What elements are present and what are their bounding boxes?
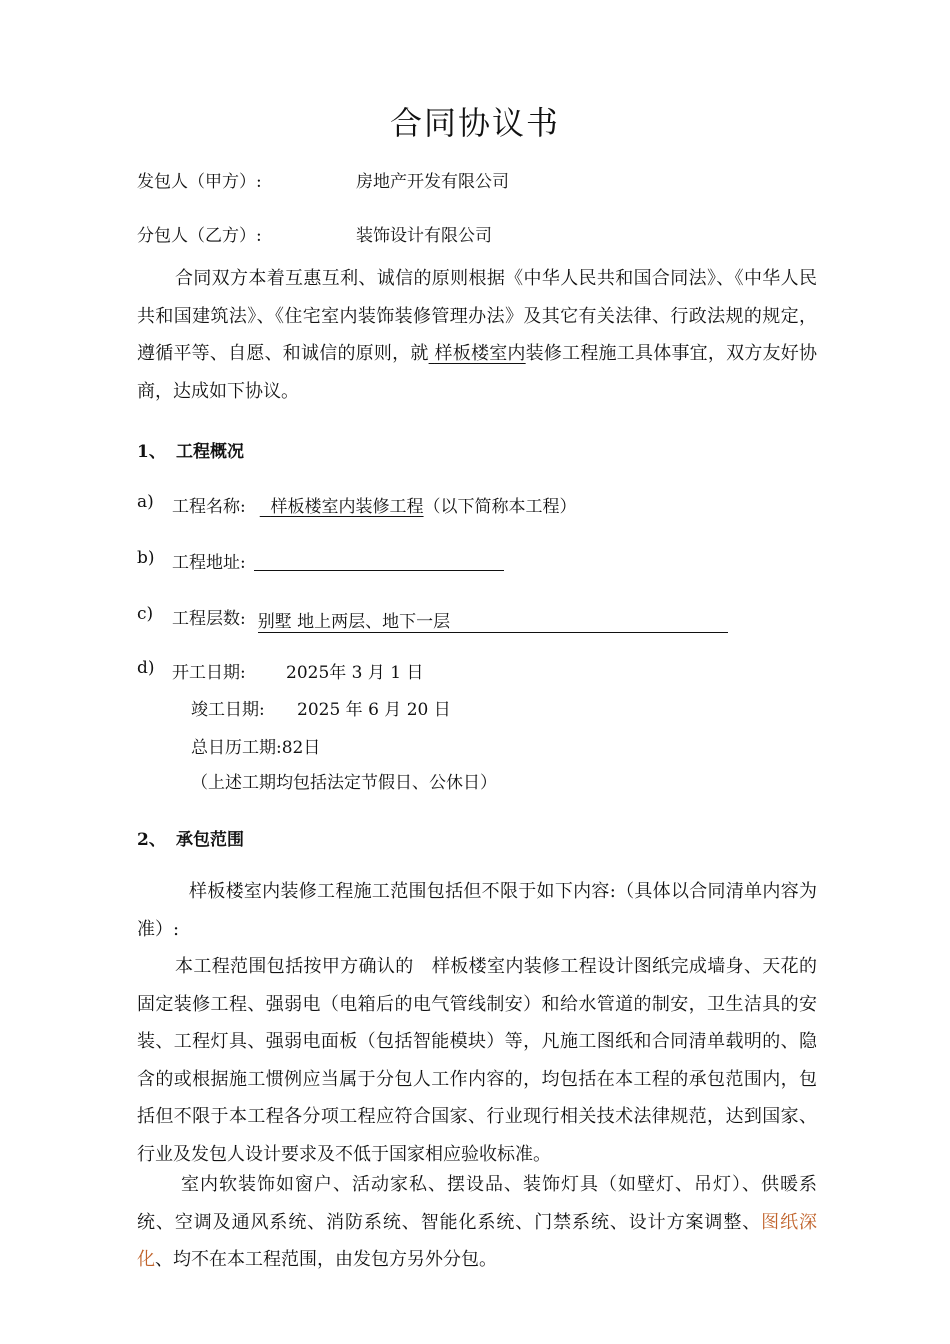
item-b-label: 工程地址: [172,553,246,573]
intro-paragraph [137,260,817,410]
drawing-deepening-text: 图纸深化 [137,1211,818,1270]
item-c-mark: c) [137,604,154,624]
end-date-value: 2025 年 6 月 20 日 [297,700,451,720]
section-1-title: 工程概况 [176,442,244,462]
item-a-label: 工程名称: [172,497,246,517]
project-name-note: （以下简称本工程） [423,497,577,517]
scope-exclusions-tail: 、均不在本工程范围，由发包方另外分包。 [155,1249,497,1270]
scope-paragraph-2: 本工程范围包括按甲方确认的 样板楼室内装修工程设计图纸完成墙身、天花的固定装修工程、强弱电（电箱后的电气管线制安）和给水管道的制安，卫生洁具的安装、工程灯具、强弱电面板（包括智能模块）等，凡施工图纸和合同清单载明的、隐含的或根据施工惯例应当属于分包人工作内容的，均包括在本工程的承包范围内，包括但不限于本工程各分项工程应符合国家、行业现行相关技术法律规范，达到国家、行业及发包人设计要求及不低于国家相应验收标准。 [137,956,817,1165]
total-days-value: 82日 [281,738,321,758]
document-title: 合同协议书 [389,104,560,142]
scope-exclusions-text: 室内软装饰如窗户、活动家私、摆设品、装饰灯具（如壁灯、吊灯）、供暖系统、空调及通风系统、消防系统、智能化系统、门禁系统、设计方案调整、 [137,1174,817,1233]
party-a-label: 发包人（甲方）: [137,172,262,192]
project-address-blank [254,550,504,571]
item-c-label: 工程层数: [172,609,246,629]
section-2-number: 2、 [137,830,166,850]
total-days-label: 总日历工期: [191,738,282,758]
item-a-mark: a) [137,492,154,512]
start-date-label: 开工日期: [172,663,246,683]
item-c-row [172,604,728,633]
item-b-row [172,548,504,573]
party-a-value: 房地产开发有限公司 [356,172,509,192]
duration-note: （上述工期均包括法定节假日、公休日） [191,773,497,793]
scope-paragraph-3 [137,1166,817,1279]
intro-project-name: 样板楼室内 [434,343,526,364]
floors-value-field [258,607,728,633]
party-b-value: 装饰设计有限公司 [356,226,492,246]
party-b-label: 分包人（乙方）: [137,226,262,246]
floors-value: 别墅 地上两层、地下一层 [257,612,451,632]
start-date-value: 2025年 3 月 1 日 [286,663,424,683]
end-date-label: 竣工日期: [191,700,265,720]
item-d-mark: d) [137,658,155,678]
scope-paragraph-1: 样板楼室内装修工程施工范围包括但不限于如下内容:（具体以合同清单内容为准）: [137,881,817,940]
intro-text-before: 合同双方本着互惠互利、诚信的原则根据《中华人民共和国合同法》、《中华人民共和国建筑法》、《住宅室内装饰装修管理办法》及其它有关法律、行政法规的规定，遵循平等、自愿、和诚信的原则，就 [137,268,817,364]
intro-text-after: 装修工程施工具体事宜，双方友好协商，达成如下协议。 [137,343,818,402]
item-b-mark: b) [137,548,155,568]
section-2-title: 承包范围 [176,830,244,850]
total-days-row [191,733,320,758]
section-1-number: 1、 [137,442,166,462]
item-a-row [172,492,577,517]
project-name-value: 样板楼室内装修工程 [270,497,424,517]
